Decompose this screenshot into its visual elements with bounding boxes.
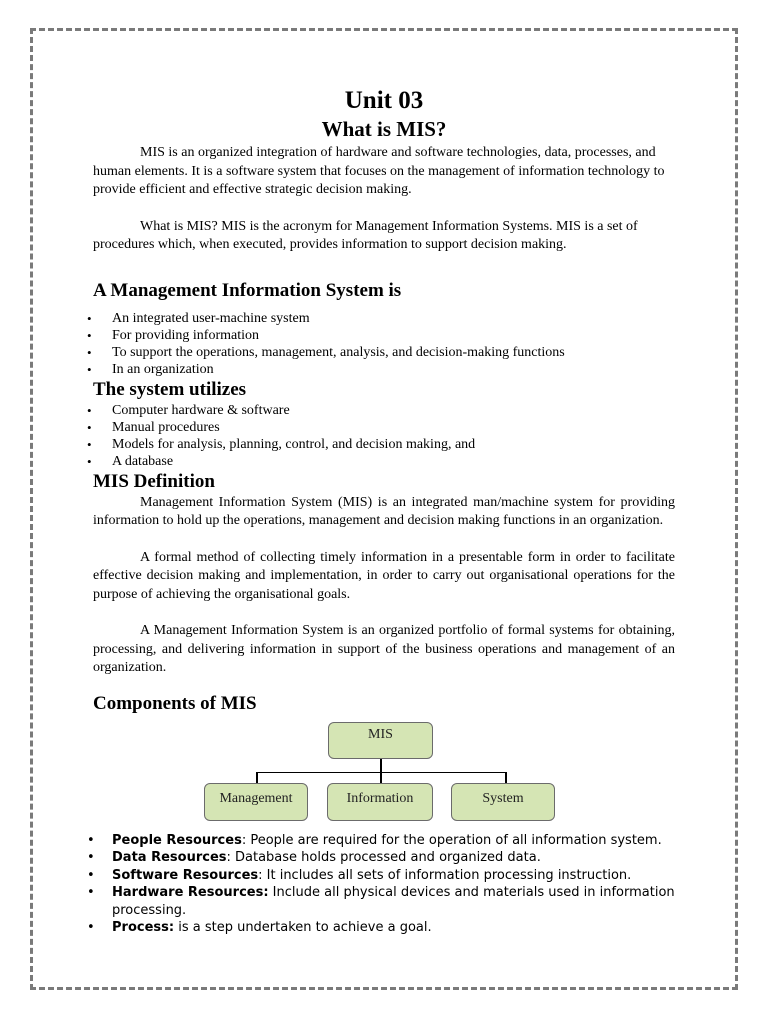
section-heading-definition: MIS Definition [93,470,215,492]
diagram-node-mis: MIS [328,722,433,759]
components-diagram [93,722,675,826]
section-heading-utilizes: The system utilizes [93,378,247,400]
item-text: : Database holds processed and organized data. [226,850,541,865]
item-text: Include all physical devices and materials used in information processing. [112,885,675,918]
definition-paragraph-2: A formal method of collecting timely information in a presentable form in order to facilitate effective decision making and implementation, in order to carry out organisational operations for the purpose of achieving the organisational goals. [93,549,675,602]
list-item [93,867,675,885]
definition-paragraph-1: Management Information System (MIS) is an integrated man/machine system for providing information to hold up the operations, management and decision making functions in an organization. [93,494,675,528]
list-item [93,832,675,850]
item-term: Process: [112,920,175,935]
section-heading-components: Components of MIS [93,692,257,714]
list-item: • Computer hardware & software [93,402,675,419]
list-item [93,919,675,937]
intro-paragraph-1: MIS is an organized integration of hardware and software technologies, data, processes, and human elements. It is a software system that focuses on the management of information technology to provide efficient and effective strategic decision making. [93,145,665,197]
mis-list [93,310,675,378]
section-heading-mis: A Management Information System is [93,279,402,301]
diagram-node-management: Management [204,783,308,821]
item-text: : It includes all sets of information processing instruction. [258,867,632,883]
list-item: • Models for analysis, planning, control, and decision making, and [93,436,675,453]
diagram-node-information: Information [327,783,433,821]
list-item [93,849,675,867]
item-term: Data Resources [112,850,227,865]
diagram-connector [380,759,382,773]
intro-paragraph-2: What is MIS? MIS is the acronym for Management Information Systems. MIS is a set of procedures which, when executed, provides information to support decision making. [93,218,638,252]
item-term: Software Resources [112,867,259,883]
list-item: • For providing information [93,327,675,344]
unit-title: Unit 03 [344,87,424,114]
list-item: • In an organization [93,361,675,378]
definition-paragraph-3: A Management Information System is an organized portfolio of formal systems for obtaining, processing, and delivering information in support of the business operations and management of an organization. [93,623,675,675]
item-term: Hardware Resources: [112,885,269,900]
utilizes-list [93,402,675,470]
components-list [93,832,675,937]
list-item: • A database [93,453,675,470]
diagram-connector [380,772,382,784]
item-text: : People are required for the operation of all information system. [241,832,662,848]
list-item: • To support the operations, management, analysis, and decision-making functions [93,344,675,361]
diagram-connector [505,772,507,784]
diagram-node-system: System [451,783,555,821]
list-item: • An integrated user-machine system [93,310,675,327]
diagram-connector [256,772,258,784]
item-text: is a step undertaken to achieve a goal. [174,920,432,935]
list-item [93,884,675,919]
document-page [93,86,675,937]
page-title: What is MIS? [321,117,447,141]
list-item: • Manual procedures [93,419,675,436]
item-term: People Resources [112,832,242,848]
